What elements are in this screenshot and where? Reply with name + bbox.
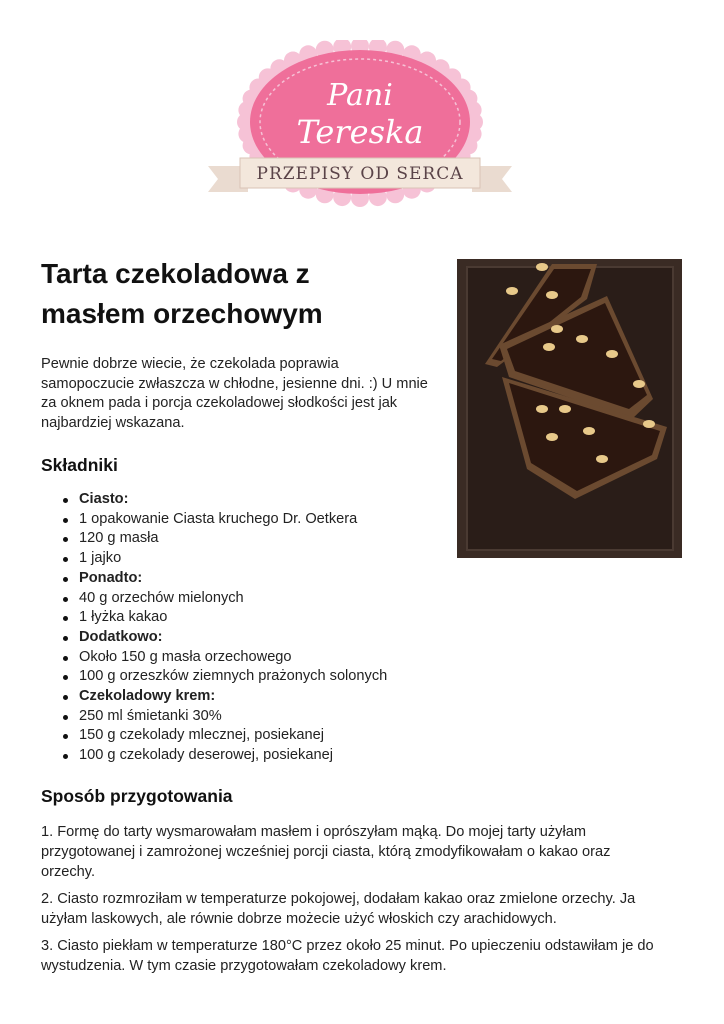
recipe-title-line2: masłem orzechowym <box>41 298 323 329</box>
peanut <box>576 335 588 343</box>
peanut <box>559 405 571 413</box>
peanut <box>596 455 608 463</box>
peanut <box>633 380 645 388</box>
ingredient-item: 150 g czekolady mlecznej, posiekanej <box>41 726 461 746</box>
pani-tereska-logo <box>200 40 520 220</box>
ingredient-group-label: Czekoladowy krem: <box>41 687 461 707</box>
peanut <box>546 291 558 299</box>
peanut <box>551 325 563 333</box>
intro-line: najbardziej wskazana. <box>41 415 185 432</box>
ingredient-item: 250 ml śmietanki 30% <box>41 707 461 727</box>
peanut <box>536 263 548 271</box>
ingredient-group-label: Ponadto: <box>41 569 461 589</box>
peanut <box>543 343 555 351</box>
method-step <box>41 889 691 929</box>
peanut <box>583 427 595 435</box>
ingredient-item: 1 jajko <box>41 549 461 569</box>
method-step <box>41 936 691 976</box>
ingredient-group-label: Dodatkowo: <box>41 628 461 648</box>
step-line: 2. Ciasto rozmroziłam w temperaturze pokojowej, dodałam kakao oraz zmielone orzechy. Ja <box>41 891 636 907</box>
peanut <box>506 287 518 295</box>
ingredient-item: 40 g orzechów mielonych <box>41 589 461 609</box>
ingredient-item: 120 g masła <box>41 529 461 549</box>
peanut <box>643 420 655 428</box>
chocolate-tart-photo <box>457 259 682 558</box>
logo-ribbon-text: PRZEPISY OD SERCA <box>256 164 464 184</box>
step-line: przygotowanej i zamrożonej wcześniej porcji ciasta, którą zmodyfikowałam o kakao oraz <box>41 844 611 860</box>
ingredients-list <box>41 490 461 766</box>
step-line: 1. Formę do tarty wysmarowałam masłem i oprószyłam mąką. Do mojej tarty użyłam <box>41 824 586 840</box>
step-line: użyłam laskowych, ale równie dobrze możecie użyć włoskich czy arachidowych. <box>41 911 557 927</box>
intro-line: za oknem pada i porcja czekoladowej słodkości jest jak <box>41 395 398 412</box>
step-line: wystudzenia. W tym czasie przygotowałam czekoladowy krem. <box>41 958 447 974</box>
logo-line2: Tereska <box>296 113 424 151</box>
ingredient-item: 1 opakowanie Ciasta kruchego Dr. Oetkera <box>41 510 461 530</box>
ingredient-group-label: Ciasto: <box>41 490 461 510</box>
ingredient-item: 100 g czekolady deserowej, posiekanej <box>41 746 461 766</box>
peanut <box>606 350 618 358</box>
method-steps <box>41 822 691 983</box>
recipe-intro <box>41 355 441 434</box>
intro-line: samopoczucie zwłaszcza w chłodne, jesienne dni. :) U mnie <box>41 375 428 392</box>
peanut <box>546 433 558 441</box>
method-heading: Sposób przygotowania <box>41 786 233 806</box>
logo-line1: Pani <box>327 78 393 113</box>
step-line: orzechy. <box>41 864 96 880</box>
ingredients-heading: Składniki <box>41 455 118 475</box>
recipe-title-line1: Tarta czekoladowa z <box>41 258 310 289</box>
peanut <box>536 405 548 413</box>
ingredient-item: Około 150 g masła orzechowego <box>41 648 461 668</box>
method-step <box>41 822 691 882</box>
step-line: 3. Ciasto piekłam w temperaturze 180°C przez około 25 minut. Po upieczeniu odstawiłam je do <box>41 938 654 954</box>
ingredient-item: 1 łyżka kakao <box>41 608 461 628</box>
intro-line: Pewnie dobrze wiecie, że czekolada poprawia <box>41 356 339 372</box>
ingredient-item: 100 g orzeszków ziemnych prażonych solonych <box>41 667 461 687</box>
recipe-title <box>41 254 441 334</box>
